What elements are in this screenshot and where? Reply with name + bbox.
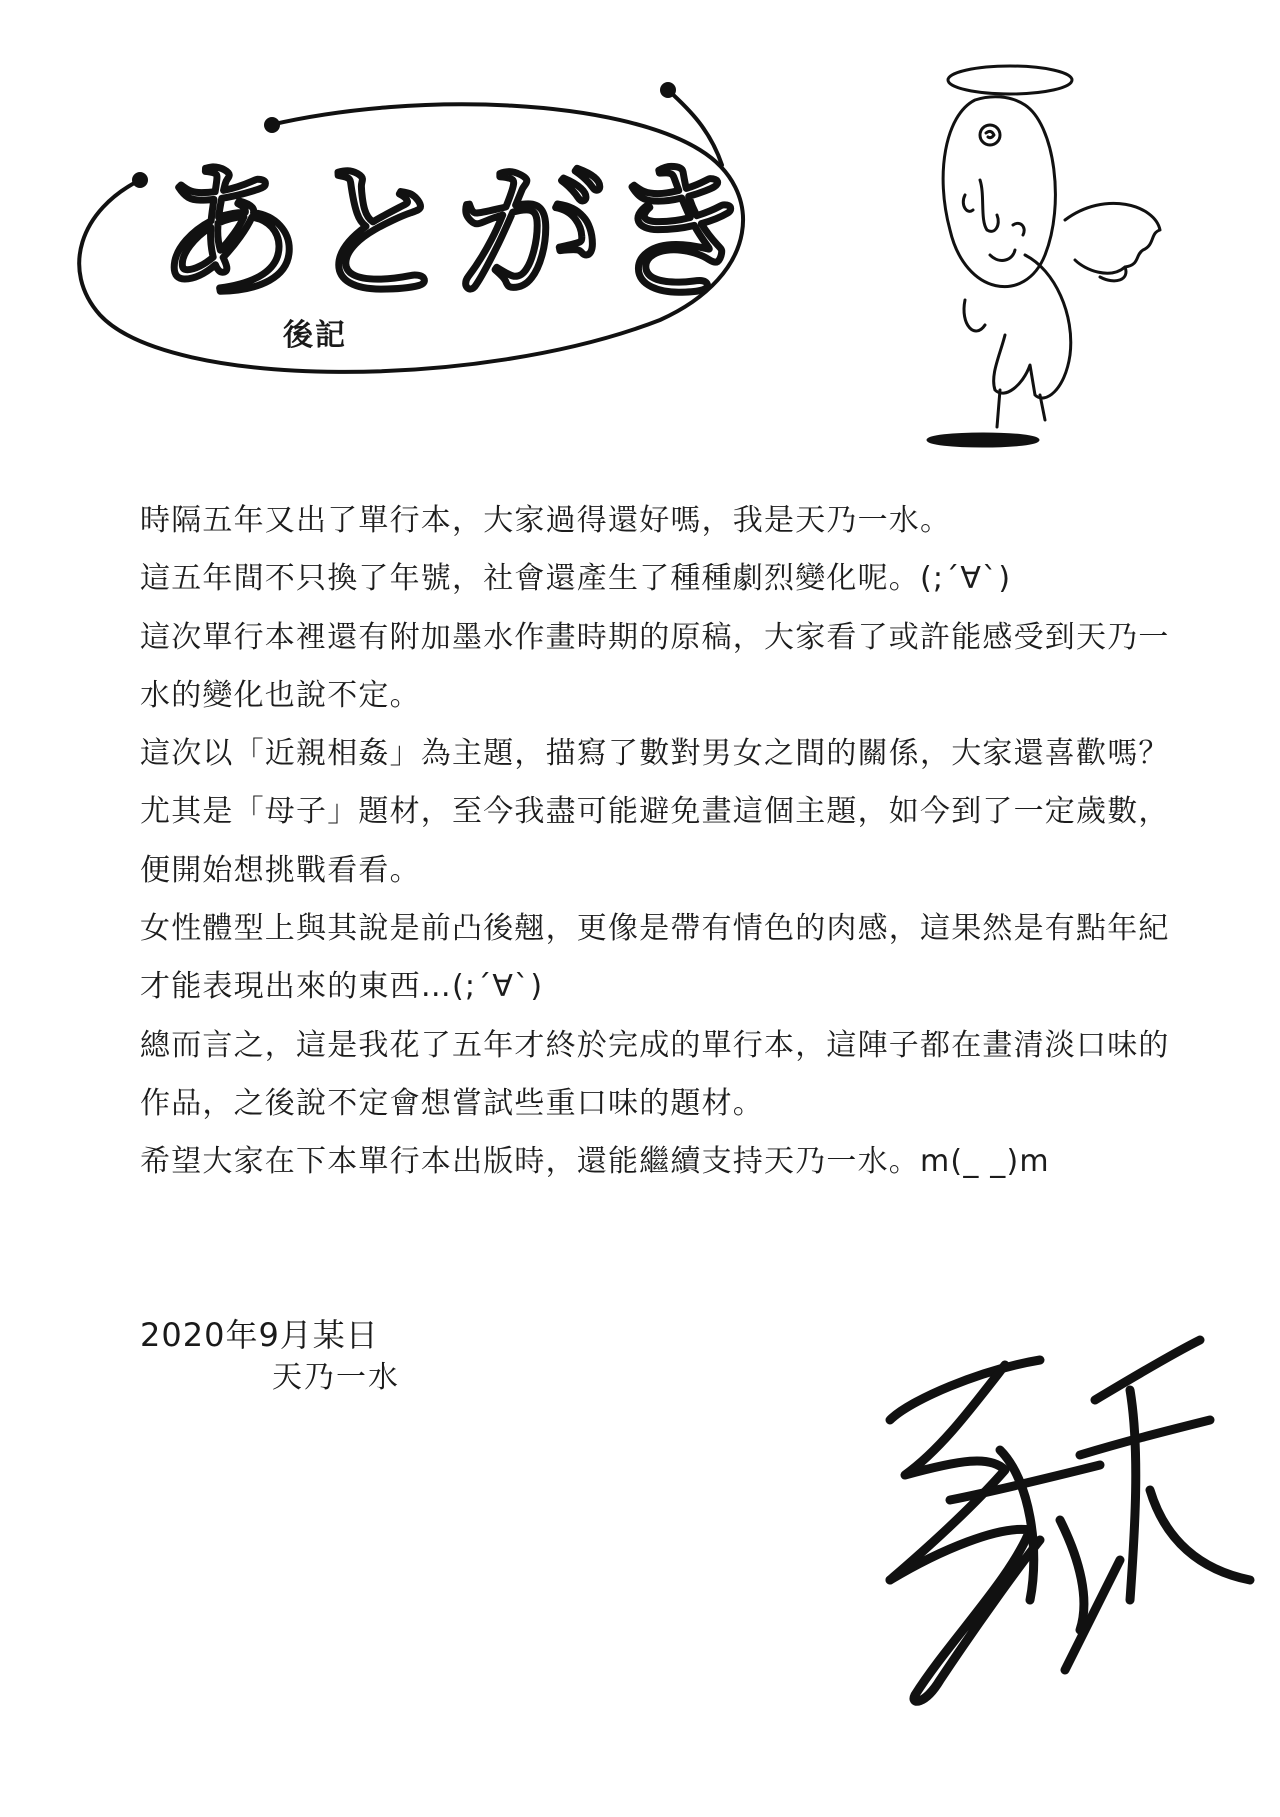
head-shape <box>943 97 1055 287</box>
paragraph-2: 這五年間不只換了年號，社會還產生了種種劇烈變化呢。(;´∀`) <box>140 561 1012 597</box>
title-oval-drawing <box>60 70 780 390</box>
paragraph-6: 女性體型上與其說是前凸後翹，更像是帶有情色的肉感，這果然是有點年紀才能表現出來的東西…(;´∀`) <box>140 911 1170 1005</box>
afterword-title-logo <box>60 70 780 390</box>
ground-shadow <box>928 434 1038 446</box>
paragraph-4: 這次以「近親相姦」為主題，描寫了數對男女之間的關係，大家還喜歡嗎？ <box>140 736 1170 772</box>
halo-shape <box>948 66 1072 94</box>
afterword-body <box>140 492 1180 1192</box>
angel-mascot-illustration <box>905 55 1195 455</box>
paragraph-8: 希望大家在下本單行本出版時，還能繼續支持天乃一水。m(_ _)m <box>140 1144 1050 1180</box>
handwritten-signature <box>830 1300 1270 1740</box>
wing-shape <box>1065 203 1160 273</box>
forehead-mark <box>980 125 1000 145</box>
signoff-author: 天乃一水 <box>272 1360 400 1395</box>
paragraph-7: 總而言之，這是我花了五年才終於完成的單行本，這陣子都在畫清淡口味的作品，之後說不定會想嘗試些重口味的題材。 <box>140 1027 1170 1121</box>
paragraph-1: 時隔五年又出了單行本，大家過得還好嗎，我是天乃一水。 <box>140 503 952 538</box>
paragraph-5: 尤其是「母子」題材，至今我盡可能避免畫這個主題，如今到了一定歲數，便開始想挑戰看看。 <box>140 794 1170 888</box>
title-text: あとがき <box>155 147 756 321</box>
signoff-date: 2020年9月某日 <box>140 1316 379 1354</box>
subtitle-text: 後記 <box>283 318 347 353</box>
paragraph-3: 這次單行本裡還有附加墨水作畫時期的原稿，大家看了或許能感受到天乃一水的變化也說不定。 <box>140 619 1170 713</box>
